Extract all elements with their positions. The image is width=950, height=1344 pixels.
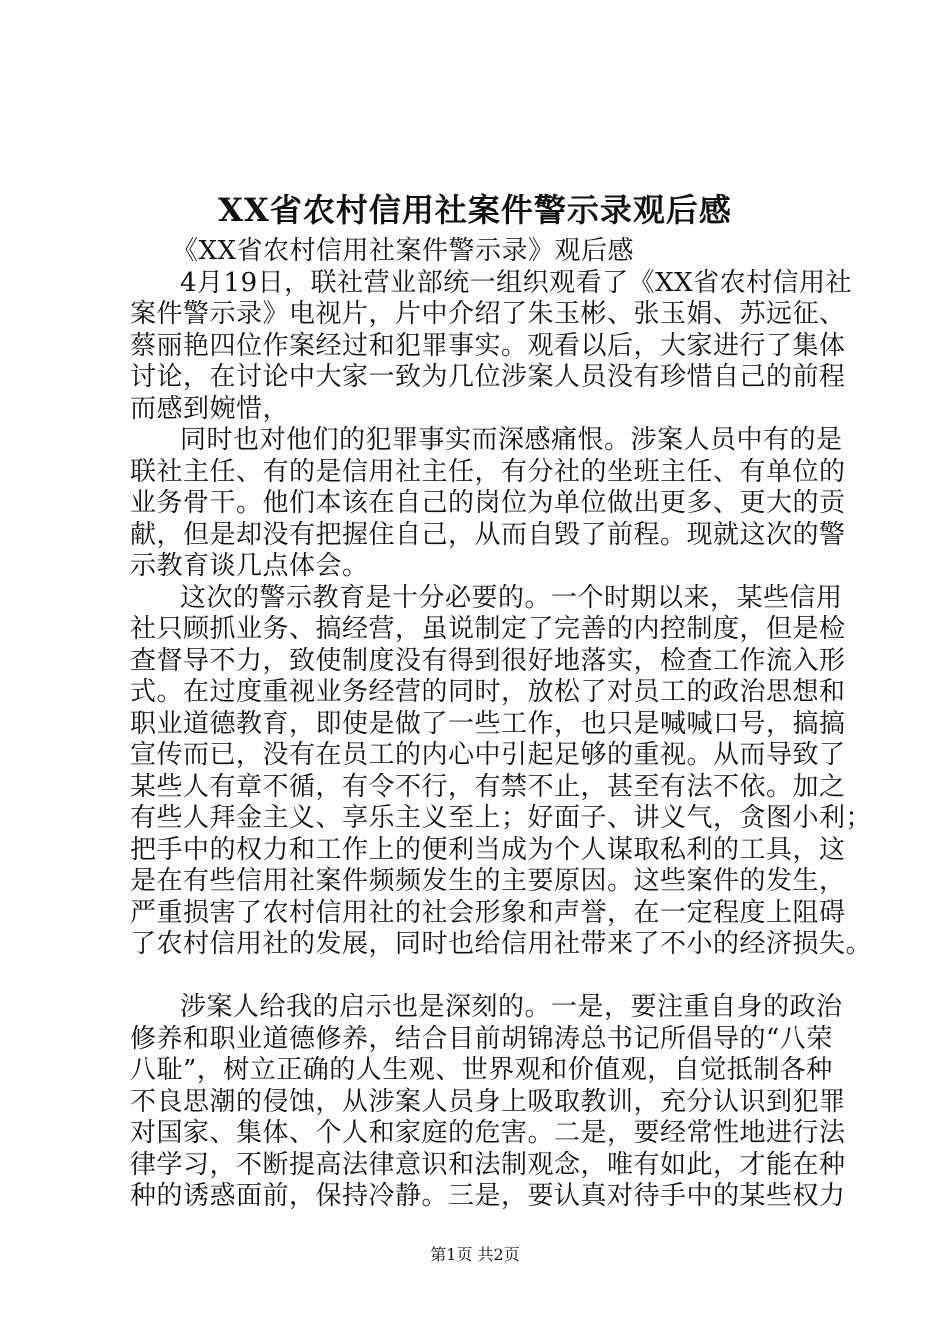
paragraph-line: 是在有些信用社案件频频发生的主要原因。这些案件的发生， <box>130 866 846 896</box>
paragraph-line: 讨论，在讨论中大家一致为几位涉案人员没有珍惜自己的前程 <box>130 362 846 392</box>
paragraph-line: 了农村信用社的发展，同时也给信用社带来了不小的经济损失。 <box>130 929 873 959</box>
paragraph-line: 案件警示录》电视片，片中介绍了朱玉彬、张玉娟、苏远征、 <box>130 299 846 329</box>
paragraph-line: 蔡丽艳四位作案经过和犯罪事实。观看以后，大家进行了集体 <box>130 330 846 361</box>
document-body <box>130 236 873 1213</box>
paragraph-line: 修养和职业道德修养，结合目前胡锦涛总书记所倡导的“八荣 <box>130 1023 833 1054</box>
paragraph-line: 献，但是却没有把握住自己，从而自毁了前程。现就这次的警 <box>130 519 846 550</box>
paragraph-line: 而感到婉惜， <box>130 393 290 424</box>
paragraph-line: 查督导不力，致使制度没有得到很好地落实，检查工作流入形 <box>130 645 846 676</box>
paragraph-line: 4月19日，联社营业部统一组织观看了《XX省农村信用社 <box>180 267 853 298</box>
paragraph-line: 某些人有章不循，有令不行，有禁不止，甚至有法不依。加之 <box>130 771 846 802</box>
paragraph-line: 八耻”，树立正确的人生观、世界观和价值观，自觉抵制各种 <box>130 1055 833 1085</box>
paragraph-line: 同时也对他们的犯罪事实而深感痛恨。涉案人员中有的是 <box>180 425 843 455</box>
page-footer: 第1页 共2页 <box>430 1245 520 1264</box>
paragraph-line: 式。在过度重视业务经营的同时，放松了对员工的政治思想和 <box>130 677 846 707</box>
paragraph-line: 这次的警示教育是十分必要的。一个时期以来，某些信用 <box>180 582 843 613</box>
paragraph-line: 种的诱惑面前，保持冷静。三是，要认真对待手中的某些权力 <box>130 1181 846 1211</box>
paragraph-line: 示教育谈几点体会。 <box>130 551 369 581</box>
paragraph-line: 有些人拜金主义、享乐主义至上；好面子、讲义气，贪图小利； <box>130 803 873 833</box>
paragraph-line: 职业道德教育，即使是做了一些工作，也只是喊喊口号，搞搞 <box>130 708 846 739</box>
blank-line <box>130 961 850 993</box>
paragraph-line: 把手中的权力和工作上的便利当成为个人谋取私利的工具，这 <box>130 834 846 865</box>
paragraph-line: 宣传而已，没有在员工的内心中引起足够的重视。从而导致了 <box>130 740 846 770</box>
paragraph-line: 涉案人给我的启示也是深刻的。一是，要注重自身的政治 <box>180 992 843 1022</box>
paragraph-line: 律学习，不断提高法律意识和法制观念，唯有如此，才能在种 <box>130 1149 846 1180</box>
paragraph-line: 业务骨干。他们本该在自己的岗位为单位做出更多、更大的贡 <box>130 488 846 518</box>
paragraph-line: 社只顾抓业务、搞经营，虽说制定了完善的内控制度，但是检 <box>130 614 846 644</box>
paragraph-line: 联社主任、有的是信用社主任，有分社的坐班主任、有单位的 <box>130 456 846 487</box>
paragraph-line: 不良思潮的侵蚀，从涉案人员身上吸取教训，充分认识到犯罪 <box>130 1086 846 1117</box>
paragraph-line: 严重损害了农村信用社的社会形象和声誉，在一定程度上阻碍 <box>130 897 846 928</box>
document-title: XX省农村信用社案件警示录观后感 <box>218 191 732 229</box>
paragraph-line: 对国家、集体、个人和家庭的危害。二是，要经常性地进行法 <box>130 1118 846 1148</box>
subtitle-line: 《XX省农村信用社案件警示录》观后感 <box>172 236 635 266</box>
